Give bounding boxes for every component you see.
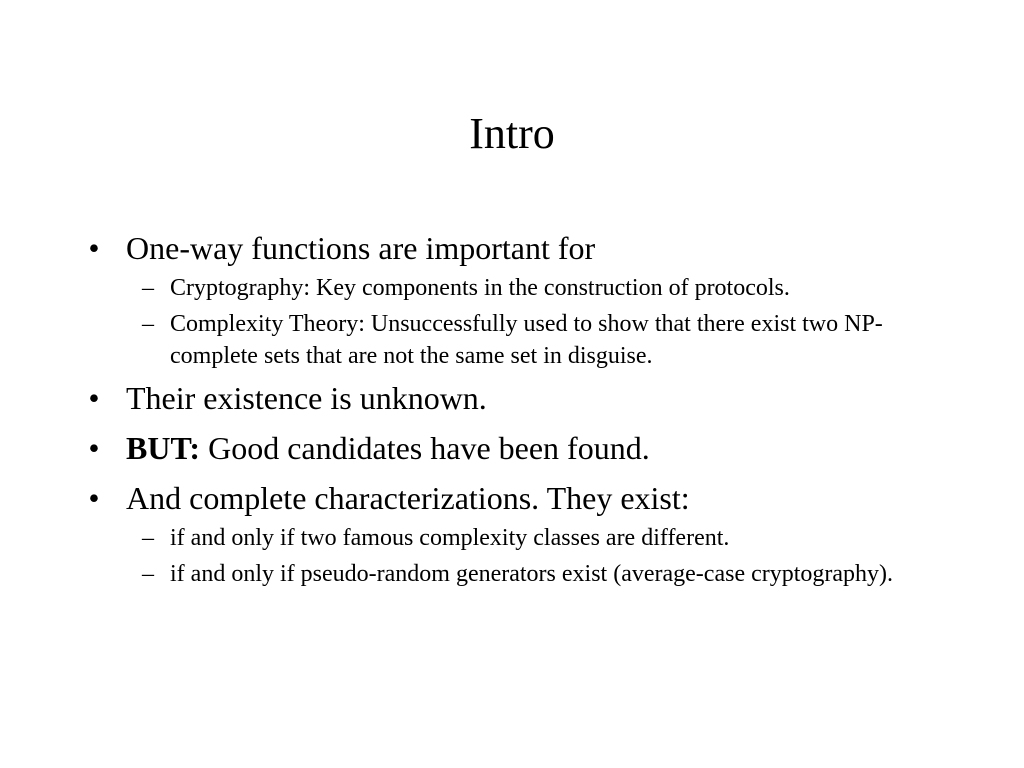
bullet-item-1 (84, 228, 944, 268)
sub-bullet-text: if and only if pseudo-random generators exist (average-case cryptography). (170, 561, 894, 587)
bullet-item-3 (84, 428, 944, 468)
sub-bullet-item (84, 308, 944, 372)
slide-content (84, 228, 944, 594)
bullet-glyph: • (88, 380, 100, 416)
sub-bullet-item (84, 272, 944, 304)
bullet-glyph: • (88, 230, 100, 266)
slide-title: Intro (469, 109, 555, 158)
dash-glyph: – (142, 275, 154, 301)
bullet-text: One-way functions are important for (126, 230, 596, 266)
sub-bullet-text: Cryptography: Key components in the construction of protocols. (170, 275, 790, 301)
bullet-text: Their existence is unknown. (126, 380, 487, 416)
bullet-text: Good candidates have been found. (200, 430, 650, 466)
sub-bullet-text: if and only if two famous complexity classes are different. (170, 525, 730, 551)
sub-bullet-text: Complexity Theory: Unsuccessfully used to show that there exist two NP-complete sets that are not the same set in disguise. (170, 311, 883, 369)
dash-glyph: – (142, 561, 154, 587)
bullet-glyph: • (88, 430, 100, 466)
bullet-item-2 (84, 378, 944, 418)
bullet-glyph: • (88, 480, 100, 516)
sub-bullet-item (84, 558, 944, 590)
dash-glyph: – (142, 525, 154, 551)
dash-glyph: – (142, 311, 154, 337)
bullet-item-4 (84, 478, 944, 518)
bullet-text: And complete characterizations. They exist: (126, 480, 690, 516)
bullet-bold-lead: BUT: (126, 430, 201, 466)
sub-bullet-item (84, 522, 944, 554)
